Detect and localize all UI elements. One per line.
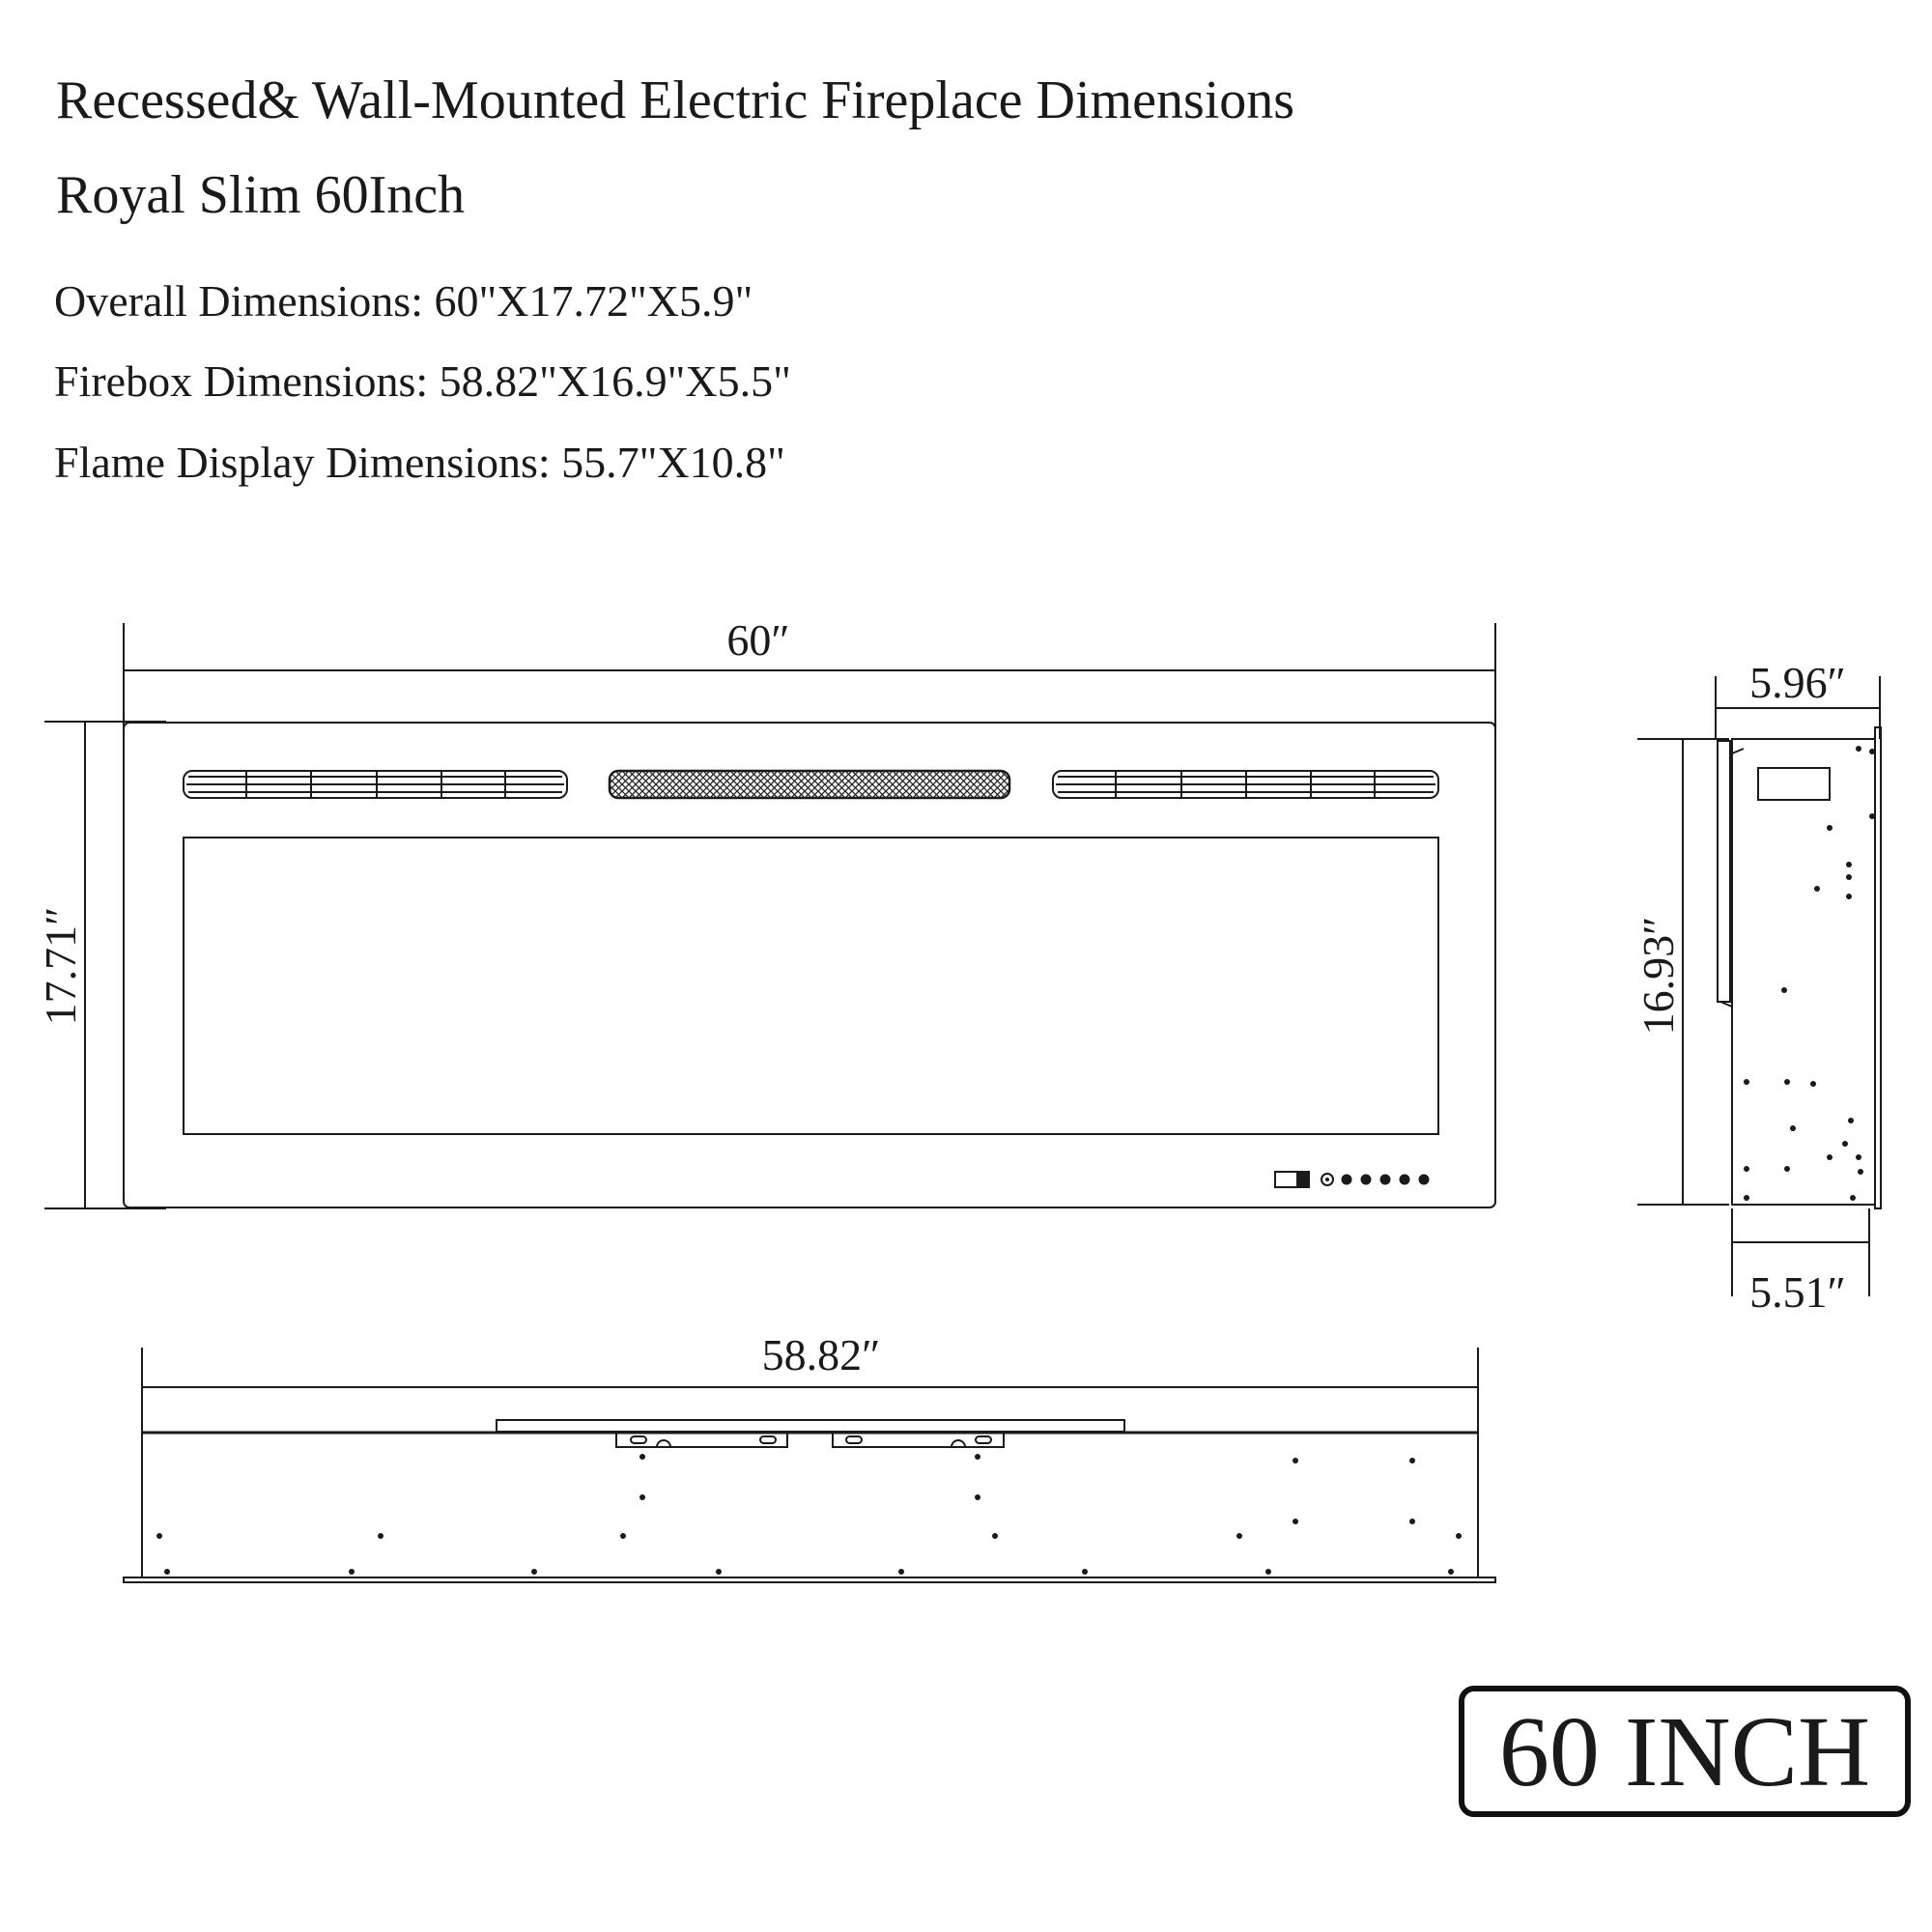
side-label-plate [1758, 768, 1830, 800]
side-front-trim [1718, 741, 1730, 1002]
front-height-label: 17.71″ [36, 906, 85, 1026]
side-depth-bottom-label: 5.51″ [1749, 1267, 1846, 1317]
control-panel [1275, 1172, 1430, 1187]
side-depth-top-label: 5.96″ [1749, 658, 1846, 707]
side-view [1634, 658, 1881, 1317]
front-width-label: 60″ [726, 615, 790, 665]
control-button [1419, 1175, 1430, 1185]
control-button [1400, 1175, 1410, 1185]
control-button [1361, 1175, 1372, 1185]
top-screw-dots [156, 1454, 1462, 1575]
control-button [1380, 1175, 1391, 1185]
top-view-trim [124, 1577, 1495, 1582]
spec-flame-display: Flame Display Dimensions: 55.7"X10.8" [54, 438, 785, 487]
left-vent [184, 771, 567, 798]
center-mesh-vent [610, 771, 1009, 798]
side-screw-dots [1744, 746, 1875, 1201]
model-name: Royal Slim 60Inch [56, 165, 466, 225]
page-title: Recessed& Wall-Mounted Electric Fireplace Dimensions [56, 71, 1295, 130]
flame-display-window [184, 838, 1438, 1134]
top-mounting-plate [497, 1420, 1124, 1432]
top-left-bracket [616, 1433, 787, 1447]
side-wall-bracket [1875, 727, 1881, 1208]
top-right-bracket [833, 1433, 1004, 1447]
control-button [1342, 1175, 1352, 1185]
front-view [36, 615, 1495, 1208]
top-view [124, 1330, 1495, 1582]
spec-firebox: Firebox Dimensions: 58.82"X16.9"X5.5" [54, 356, 791, 406]
right-vent [1053, 771, 1438, 798]
top-width-label: 58.82″ [761, 1330, 881, 1379]
size-badge: 60 INCH [1459, 1686, 1911, 1817]
spec-overall: Overall Dimensions: 60"X17.72"X5.9" [54, 276, 753, 326]
side-body [1732, 739, 1875, 1205]
side-height-label: 16.93″ [1634, 916, 1683, 1036]
